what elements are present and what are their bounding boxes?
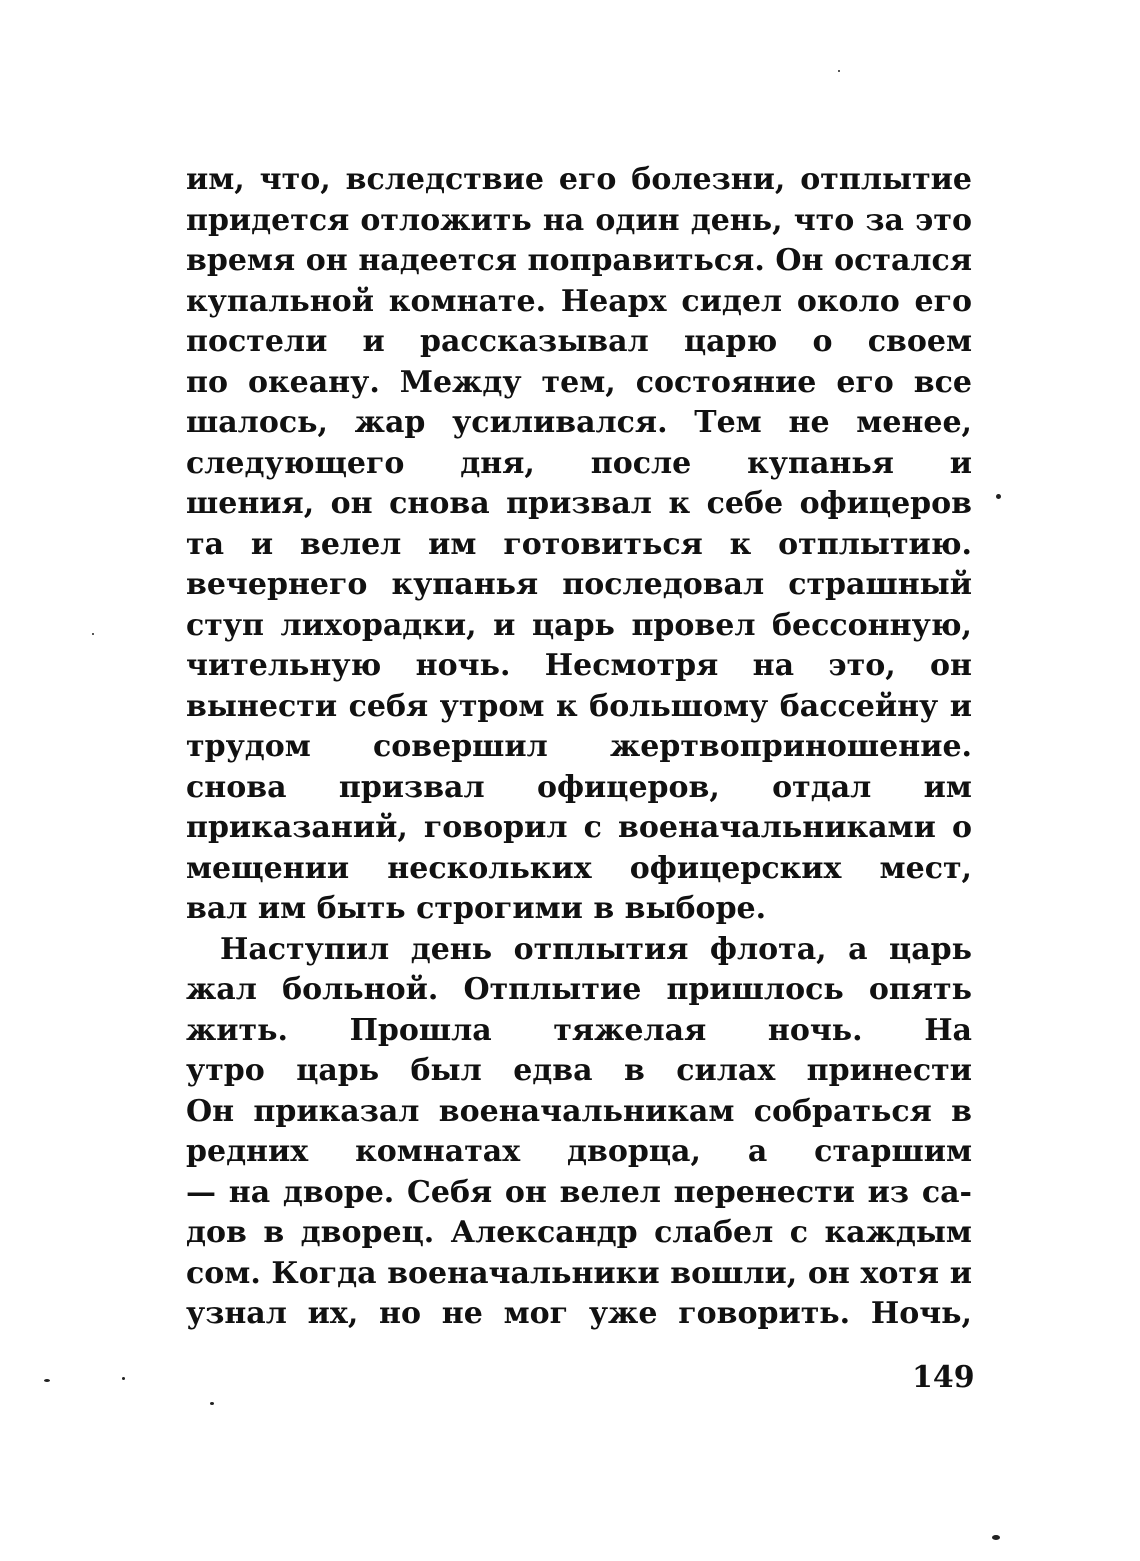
text-line: придется отложить на один день, что за это: [186, 202, 972, 238]
text-line: по океану. Между тем, состояние его все: [186, 364, 972, 400]
scan-speck: [992, 1535, 1000, 1540]
text-line: чительную ночь. Несмотря на это, он: [186, 648, 972, 683]
text-line: трудом совершил жертвоприношение.: [186, 729, 972, 764]
text-line: приказаний, говорил с военачальниками о: [186, 810, 972, 845]
text-line: мещении нескольких офицерских мест,: [186, 850, 972, 886]
page-number: 149: [912, 1360, 975, 1395]
text-line: купальной комнате. Неарх сидел около его: [186, 283, 972, 319]
scan-speck: [996, 494, 1001, 499]
text-line: вечернего купанья последовал страшный: [186, 567, 972, 602]
text-line: шения, он снова призвал к себе офицеров: [186, 486, 972, 521]
text-line: жал больной. Отплытие пришлось опять: [186, 972, 972, 1007]
text-line: сом. Когда военачальники вошли, он хотя и: [186, 1255, 972, 1291]
scan-speck: [838, 70, 840, 72]
scan-speck: [122, 1377, 125, 1380]
text-line: узнал их, но не мог уже говорить. Ночь,: [186, 1296, 972, 1331]
paragraph-2: [186, 930, 972, 1335]
text-line: им, что, вследствие его болезни, отплытие: [186, 162, 972, 197]
text-line: время он надеется поправиться. Он остался: [186, 243, 972, 278]
text-line: — на дворе. Себя он велел перенести из са-: [186, 1174, 972, 1210]
paragraph-1: [186, 160, 972, 930]
text-line: постели и рассказывал царю о своем: [186, 324, 972, 359]
text-line: следующего дня, после купанья и: [186, 445, 972, 481]
text-line: жить. Прошла тяжелая ночь. На: [186, 1012, 972, 1048]
text-line: вынести себя утром к большому бассейну и: [186, 688, 972, 724]
scan-speck: [92, 633, 94, 635]
scan-speck: [44, 1379, 50, 1382]
text-line: снова призвал офицеров, отдал им: [186, 769, 972, 805]
body-text: [186, 160, 972, 1335]
text-line: редних комнатах дворца, а старшим: [186, 1134, 972, 1169]
text-line: Наступил день отплытия флота, а царь: [220, 931, 972, 967]
text-line: шалось, жар усиливался. Тем не менее,: [186, 405, 972, 440]
text-line: утро царь был едва в силах принести: [186, 1053, 972, 1088]
scan-speck: [210, 1402, 214, 1405]
text-line: дов в дворец. Александр слабел с каждым: [186, 1215, 972, 1250]
text-line: вал им быть строгими в выборе.: [186, 891, 767, 926]
text-line: ступ лихорадки, и царь провел бессонную,: [186, 607, 972, 643]
text-line: та и велел им готовиться к отплытию.: [186, 526, 972, 562]
text-line: Он приказал военачальникам собраться в: [186, 1093, 972, 1129]
